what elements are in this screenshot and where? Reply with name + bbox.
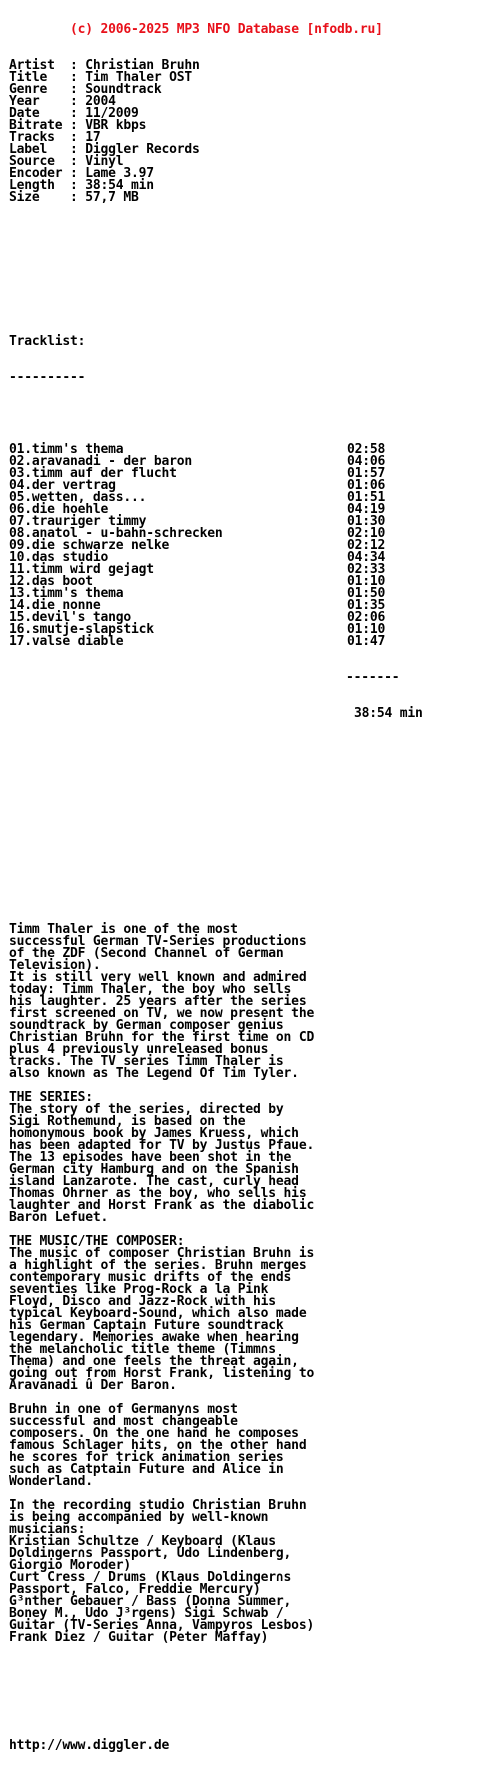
text-line: Sigi Rothemund, is based on the [9, 1114, 246, 1129]
track-title: 16.smutje-slapstick [9, 622, 154, 637]
description-paragraph [9, 1500, 423, 1644]
track-title: 06.die hoehle [9, 502, 109, 517]
description [9, 924, 423, 1644]
track-title: 01.timm's thema [9, 442, 124, 457]
track-title: 12.das boot [9, 574, 93, 589]
track-time: 01:30 [347, 514, 386, 529]
text-line: laughter and Horst Frank as the diabolic [9, 1198, 315, 1213]
description-paragraph [9, 1404, 423, 1488]
track-time: 01:06 [347, 478, 386, 493]
text-line: going out from Horst Frank, listening to [9, 1366, 315, 1381]
info-key: Title [9, 70, 63, 85]
track-time: 01:57 [347, 466, 386, 481]
text-line: he scores for trick animation series [9, 1450, 284, 1465]
text-line: soundtrack by German composer genius [9, 1018, 284, 1033]
website-link[interactable]: http://www.diggler.de [9, 1738, 170, 1753]
track-title: 15.devil's tango [9, 610, 132, 625]
text-line: The story of the series, directed by [9, 1102, 284, 1117]
info-value: : 17 [70, 130, 101, 145]
info-key: Date [9, 106, 63, 121]
nfo-document [9, 0, 423, 1764]
text-line: Aravanadi û Der Baron. [9, 1378, 177, 1393]
info-key: Bitrate [9, 118, 63, 133]
track-time: 02:58 [347, 442, 386, 457]
info-value: : Christian Bruhn [70, 58, 200, 73]
track-title: 02.aravanadi - der baron [9, 454, 193, 469]
text-line: today: Timm Thaler, the boy who sells [9, 982, 292, 997]
track-time: 04:19 [347, 502, 386, 517]
info-key: Year [9, 94, 63, 109]
track-time: 01:50 [347, 586, 386, 601]
total-length: 38:54 min [354, 706, 423, 721]
text-line: island Lanzarote. The cast, curly head [9, 1174, 299, 1189]
track-title: 11.timm wird gejagt [9, 562, 154, 577]
track-time: 02:06 [347, 610, 386, 625]
track-time: 04:34 [347, 550, 386, 565]
text-line: Guitar (TV-Series Anna, Vampyros Lesbos) [9, 1618, 315, 1633]
info-value: : Lame 3.97 [70, 166, 154, 181]
track-time: 02:33 [347, 562, 386, 577]
track-title: 08.anatol - u-bahn-schrecken [9, 526, 223, 541]
text-line: Giorgio Moroder) [9, 1558, 132, 1573]
track-time: 04:06 [347, 454, 386, 469]
text-line: has been adapted for TV by Justus Pfaue. [9, 1138, 315, 1153]
text-line: THE SERIES: [9, 1090, 93, 1105]
track-time: 01:51 [347, 490, 386, 505]
text-line: G³nther Gebauer / Bass (Donna Summer, [9, 1594, 292, 1609]
track-title: 03.timm auf der flucht [9, 466, 177, 481]
text-line: Bruhn in one of Germany∩s most [9, 1402, 238, 1417]
text-line: homonymous book by James Kruess, which [9, 1126, 299, 1141]
text-line: successful German TV-Series productions [9, 934, 307, 949]
info-value: : 2004 [70, 94, 116, 109]
text-line: his laughter. 25 years after the series [9, 994, 307, 1009]
info-value: : 11/2009 [70, 106, 139, 121]
info-value: : 38:54 min [70, 178, 154, 193]
track-title: 05.wetten, dass... [9, 490, 147, 505]
total-rule: ------- [346, 670, 400, 685]
text-line: also known as The Legend Of Tim Tyler. [9, 1066, 299, 1081]
info-key: Size [9, 190, 63, 205]
description-paragraph [9, 924, 423, 1080]
text-line: of the ZDF (Second Channel of German [9, 946, 284, 961]
track-time: 02:10 [347, 526, 386, 541]
tracklist-title: Tracklist: [9, 334, 86, 349]
description-paragraph [9, 1092, 423, 1224]
info-value: : Soundtrack [70, 82, 162, 97]
info-value: : 57,7 MB [70, 190, 139, 205]
text-line: Curt Cress / Drums (Klaus Doldinger∩s [9, 1570, 292, 1585]
text-line: his German Captain Future soundtrack [9, 1318, 284, 1333]
text-line: It is still very well known and admired [9, 970, 307, 985]
text-line: In the recording studio Christian Bruhn [9, 1498, 307, 1513]
text-line: first screened on TV, we now present the [9, 1006, 315, 1021]
info-key: Artist [9, 58, 63, 73]
info-key: Tracks [9, 130, 63, 145]
text-line: tracks. The TV series Timm Thaler is [9, 1054, 284, 1069]
text-line: legendary. Memories awake when hearing [9, 1330, 299, 1345]
text-line: Passport, Falco, Freddie Mercury) [9, 1582, 261, 1597]
track-time: 01:10 [347, 574, 386, 589]
text-line: composers. On the one hand he composes [9, 1426, 299, 1441]
info-row [9, 192, 423, 204]
text-line: Thema) and one feels the threat again, [9, 1354, 299, 1369]
track-time: 01:10 [347, 622, 386, 637]
track-time: 01:47 [347, 634, 386, 649]
text-line: seventies like Prog-Rock a la Pink [9, 1282, 269, 1297]
info-key: Genre [9, 82, 63, 97]
text-line: contemporary music drifts of the ends [9, 1270, 292, 1285]
text-line: is being accompanied by well-known [9, 1510, 269, 1525]
text-line: Thomas Ohrner as the boy, who sells his [9, 1186, 307, 1201]
text-line: The music of composer Christian Bruhn is [9, 1246, 315, 1261]
text-line: famous Schlager hits, on the other hand [9, 1438, 307, 1453]
track-time: 01:35 [347, 598, 386, 613]
text-line: Timm Thaler is one of the most [9, 922, 238, 937]
info-key: Source [9, 154, 63, 169]
tracklist-rule: ---------- [9, 370, 86, 385]
info-value: : Vinyl [70, 154, 124, 169]
track-title: 09.die schwarze nelke [9, 538, 170, 553]
text-line: Floyd, Disco and Jazz-Rock with his [9, 1294, 276, 1309]
text-line: German city Hamburg and on the Spanish [9, 1162, 299, 1177]
track-title: 17.valse diable [9, 634, 124, 649]
track-title: 10.das studio [9, 550, 109, 565]
text-line: THE MUSIC/THE COMPOSER: [9, 1234, 185, 1249]
track-title: 04.der vertrag [9, 478, 116, 493]
text-line: Baron Lefuet. [9, 1210, 109, 1225]
track-title: 14.die nonne [9, 598, 101, 613]
text-line: Wonderland. [9, 1474, 93, 1489]
text-line: typical Keyboard-Sound, which also made [9, 1306, 307, 1321]
description-paragraph [9, 1236, 423, 1392]
text-line: successful and most changeable [9, 1414, 238, 1429]
info-key: Label [9, 142, 63, 157]
text-line: Christian Bruhn for the first time on CD [9, 1030, 315, 1045]
info-key: Length [9, 178, 63, 193]
track-row [9, 636, 423, 648]
nfodb-header: (c) 2006-2025 MP3 NFO Database [nfodb.ru] [70, 22, 383, 37]
track-time: 02:12 [347, 538, 386, 553]
track-list [9, 444, 423, 648]
text-line: The 13 episodes have been shot in the [9, 1150, 292, 1165]
text-line: Doldinger∩s Passport, Udo Lindenberg, [9, 1546, 292, 1561]
text-line: Frank Diez / Guitar (Peter Maffay) [9, 1630, 269, 1645]
info-value: : Diggler Records [70, 142, 200, 157]
text-line: the melancholic title theme (Timm∩s [9, 1342, 276, 1357]
text-line: Boney M., Udo J³rgens) Sigi Schwab / [9, 1606, 284, 1621]
info-value: : VBR kbps [70, 118, 147, 133]
text-line: such as Catptain Future and Alice in [9, 1462, 284, 1477]
info-value: : Tim Thaler OST [70, 70, 193, 85]
text-line: plus 4 previously unreleased bonus [9, 1042, 269, 1057]
release-info [9, 60, 423, 204]
text-line: Television). [9, 958, 101, 973]
info-key: Encoder [9, 166, 63, 181]
text-line: Kristian Schultze / Keyboard (Klaus [9, 1534, 276, 1549]
track-title: 13.timm's thema [9, 586, 124, 601]
text-line: a highlight of the series. Bruhn merges [9, 1258, 307, 1273]
track-title: 07.trauriger timmy [9, 514, 147, 529]
text-line: musicians: [9, 1522, 86, 1537]
